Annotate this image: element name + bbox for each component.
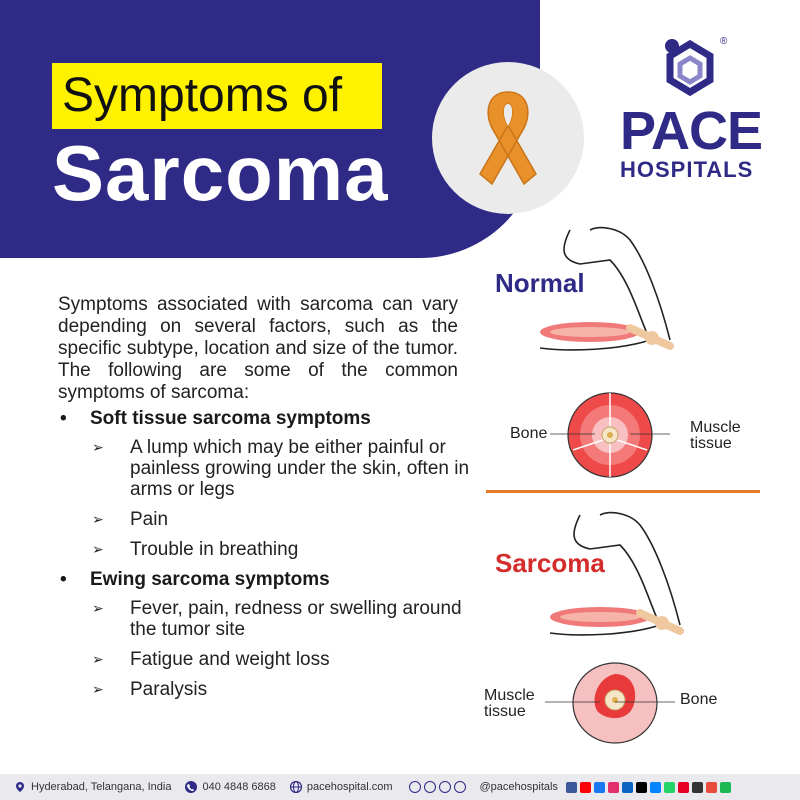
social-media-icon[interactable] xyxy=(608,782,619,793)
bullet-icon: • xyxy=(60,408,67,429)
title-line-2: Sarcoma xyxy=(52,129,389,217)
awareness-ribbon-icon xyxy=(432,62,584,214)
badge-icon xyxy=(424,781,436,793)
sarcoma-label-tissue: tissue xyxy=(484,703,526,720)
footer-phone-text: 040 4848 6868 xyxy=(202,781,276,793)
footer-phone[interactable] xyxy=(185,781,275,793)
social-media-icon[interactable] xyxy=(636,782,647,793)
list-item xyxy=(60,509,480,530)
registered-mark: ® xyxy=(720,36,728,47)
social-media-icon[interactable] xyxy=(720,782,731,793)
section-heading xyxy=(60,407,480,431)
footer-website-text: pacehospital.com xyxy=(306,781,393,793)
list-item xyxy=(60,679,480,700)
logo-mark-icon xyxy=(662,36,718,100)
accreditation-badges xyxy=(409,781,466,793)
list-item xyxy=(60,437,480,500)
sarcoma-label-bone: Bone xyxy=(680,691,718,708)
section-divider xyxy=(486,490,760,493)
social-media-icon[interactable] xyxy=(622,782,633,793)
footer-handle xyxy=(480,781,558,793)
arrow-bullet-icon: ➢ xyxy=(92,681,104,697)
footer-location xyxy=(14,781,171,793)
list-item-text: Pain xyxy=(130,509,169,530)
footer-handle-text: @pacehospitals xyxy=(479,781,558,793)
social-media-icon[interactable] xyxy=(594,782,605,793)
section-soft-tissue xyxy=(60,407,480,560)
badge-icon xyxy=(454,781,466,793)
normal-label-bone: Bone xyxy=(510,425,548,442)
social-media-icon[interactable] xyxy=(678,782,689,793)
list-item xyxy=(60,598,480,640)
badge-icon xyxy=(439,781,451,793)
list-item xyxy=(60,649,480,670)
intro-paragraph: Symptoms associated with sarcoma can vary depending on several factors, such as the specific subtype, location and size of the tumor. The following are some of the common symptoms of sarcoma: xyxy=(58,294,458,403)
list-item-text: Fever, pain, redness or swelling around the tumor site xyxy=(130,598,462,640)
pace-hospitals-logo xyxy=(600,36,780,186)
globe-icon xyxy=(290,781,302,793)
list-item-text: Fatigue and weight loss xyxy=(130,649,330,670)
sarcoma-heading: Sarcoma xyxy=(495,548,605,578)
arrow-bullet-icon: ➢ xyxy=(92,651,104,667)
list-item-text: Trouble in breathing xyxy=(130,539,299,560)
social-media-icon[interactable] xyxy=(650,782,661,793)
footer-location-text: Hyderabad, Telangana, India xyxy=(31,781,172,793)
pointer-lines xyxy=(550,430,670,440)
normal-heading: Normal xyxy=(495,268,585,298)
social-icons xyxy=(566,782,734,793)
normal-label-muscle: Muscle xyxy=(690,419,741,436)
section-heading xyxy=(60,568,480,592)
social-media-icon[interactable] xyxy=(692,782,703,793)
badge-icon xyxy=(409,781,421,793)
title-line-1: Symptoms of xyxy=(52,63,382,129)
ribbon-badge xyxy=(432,62,584,214)
logo-text-hospitals: HOSPITALS xyxy=(620,157,754,182)
section-heading-text: Soft tissue sarcoma symptoms xyxy=(90,408,371,429)
symptom-sections xyxy=(60,407,480,700)
phone-icon xyxy=(185,781,197,793)
arrow-bullet-icon: ➢ xyxy=(92,511,104,527)
footer-website[interactable] xyxy=(290,781,393,793)
list-item-text: A lump which may be either painful or painless growing under the skin, often in arms or legs xyxy=(130,437,470,500)
bullet-icon: • xyxy=(60,569,67,590)
arrow-bullet-icon: ➢ xyxy=(92,439,104,455)
social-media-icon[interactable] xyxy=(566,782,577,793)
list-item-text: Paralysis xyxy=(130,679,208,700)
sarcoma-label-muscle: Muscle xyxy=(484,687,535,704)
sarcoma-arm-illustration xyxy=(540,505,710,655)
list-item xyxy=(60,539,480,560)
footer-bar xyxy=(0,774,800,800)
section-heading-text: Ewing sarcoma symptoms xyxy=(90,569,330,590)
normal-label-tissue: tissue xyxy=(690,435,732,452)
social-media-icon[interactable] xyxy=(664,782,675,793)
section-ewing xyxy=(60,568,480,700)
social-media-icon[interactable] xyxy=(706,782,717,793)
logo-text-pace: PACE xyxy=(620,101,763,161)
location-icon xyxy=(14,781,26,793)
social-media-icon[interactable] xyxy=(580,782,591,793)
arrow-bullet-icon: ➢ xyxy=(92,600,104,616)
pointer-lines xyxy=(545,698,675,708)
arrow-bullet-icon: ➢ xyxy=(92,541,104,557)
